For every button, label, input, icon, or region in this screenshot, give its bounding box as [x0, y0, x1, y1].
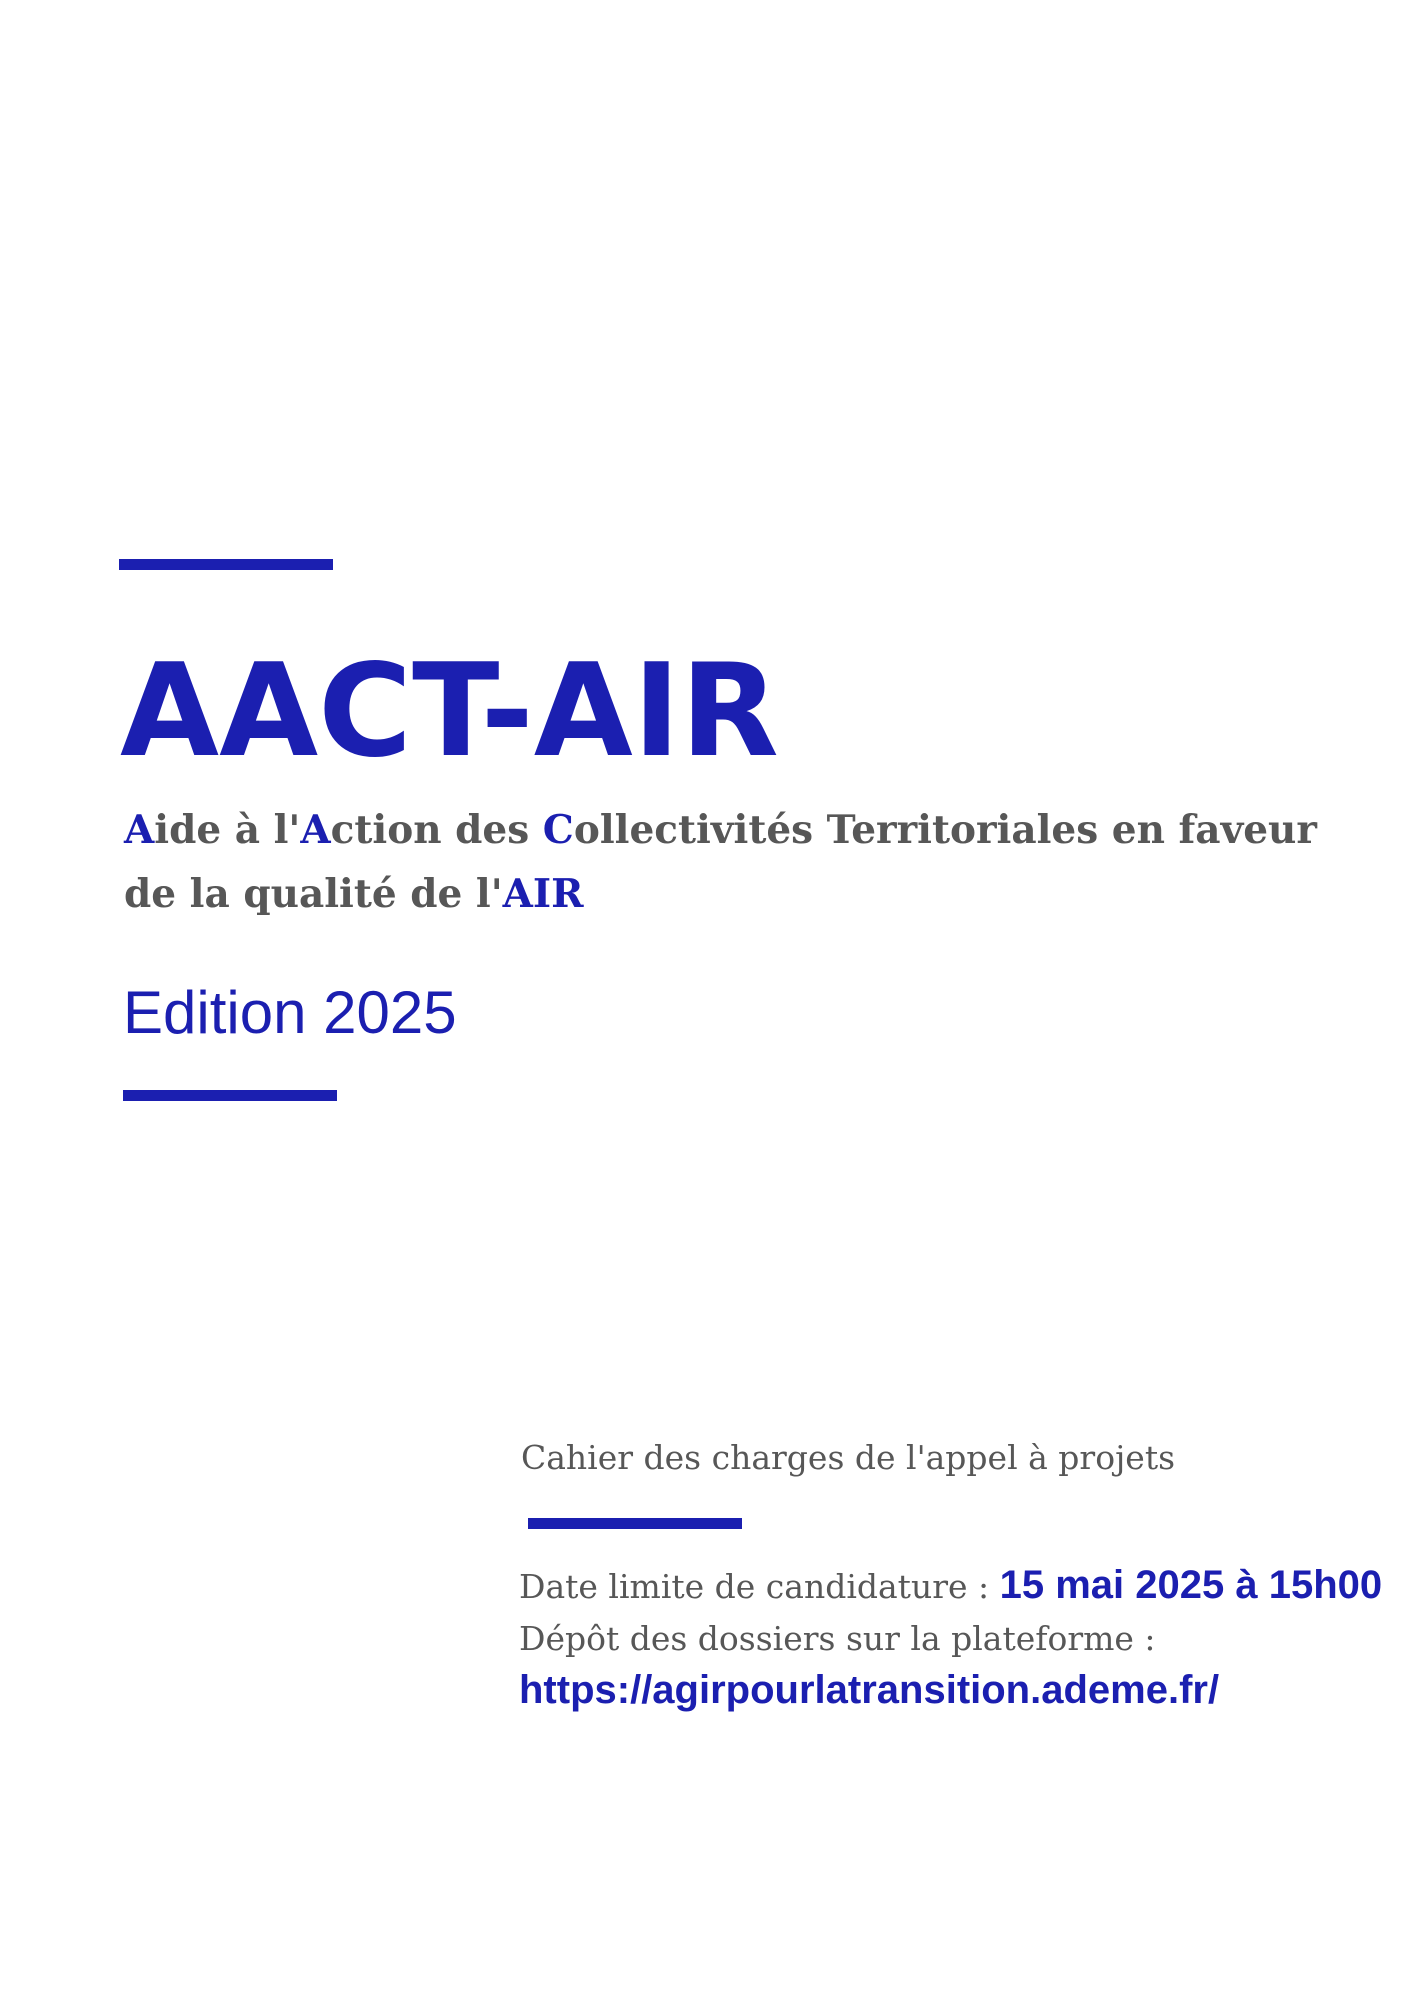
document-title: AACT-AIR [120, 637, 779, 786]
deadline-line [519, 1561, 1382, 1609]
deadline-value: 15 mai 2025 à 15h00 [999, 1563, 1383, 1607]
decorative-rule-lower [528, 1518, 742, 1529]
subtitle-acronym-letter: C [542, 807, 574, 853]
subtitle-acronym-letter: AIR [502, 871, 584, 917]
platform-link[interactable]: https://agirpourlatransition.ademe.fr/ [519, 1668, 1220, 1712]
subtitle-acronym-letter: A [300, 807, 331, 853]
document-subtitle [124, 798, 1344, 926]
subtitle-text-segment: ide à l' [154, 807, 301, 853]
subtitle-text-segment: ction des [330, 807, 543, 853]
decorative-rule-top [119, 559, 333, 570]
edition-label: Edition 2025 [123, 979, 457, 1046]
document-type: Cahier des charges de l'appel à projets [521, 1438, 1176, 1477]
deposit-label: Dépôt des dossiers sur la plateforme : [519, 1619, 1156, 1658]
subtitle-text-segment: ollectivités Territoriales en faveur de la qualité de l' [124, 807, 1317, 917]
decorative-rule-middle [123, 1090, 337, 1101]
subtitle-acronym-letter: A [124, 807, 155, 853]
deadline-label: Date limite de candidature : [519, 1567, 1000, 1606]
